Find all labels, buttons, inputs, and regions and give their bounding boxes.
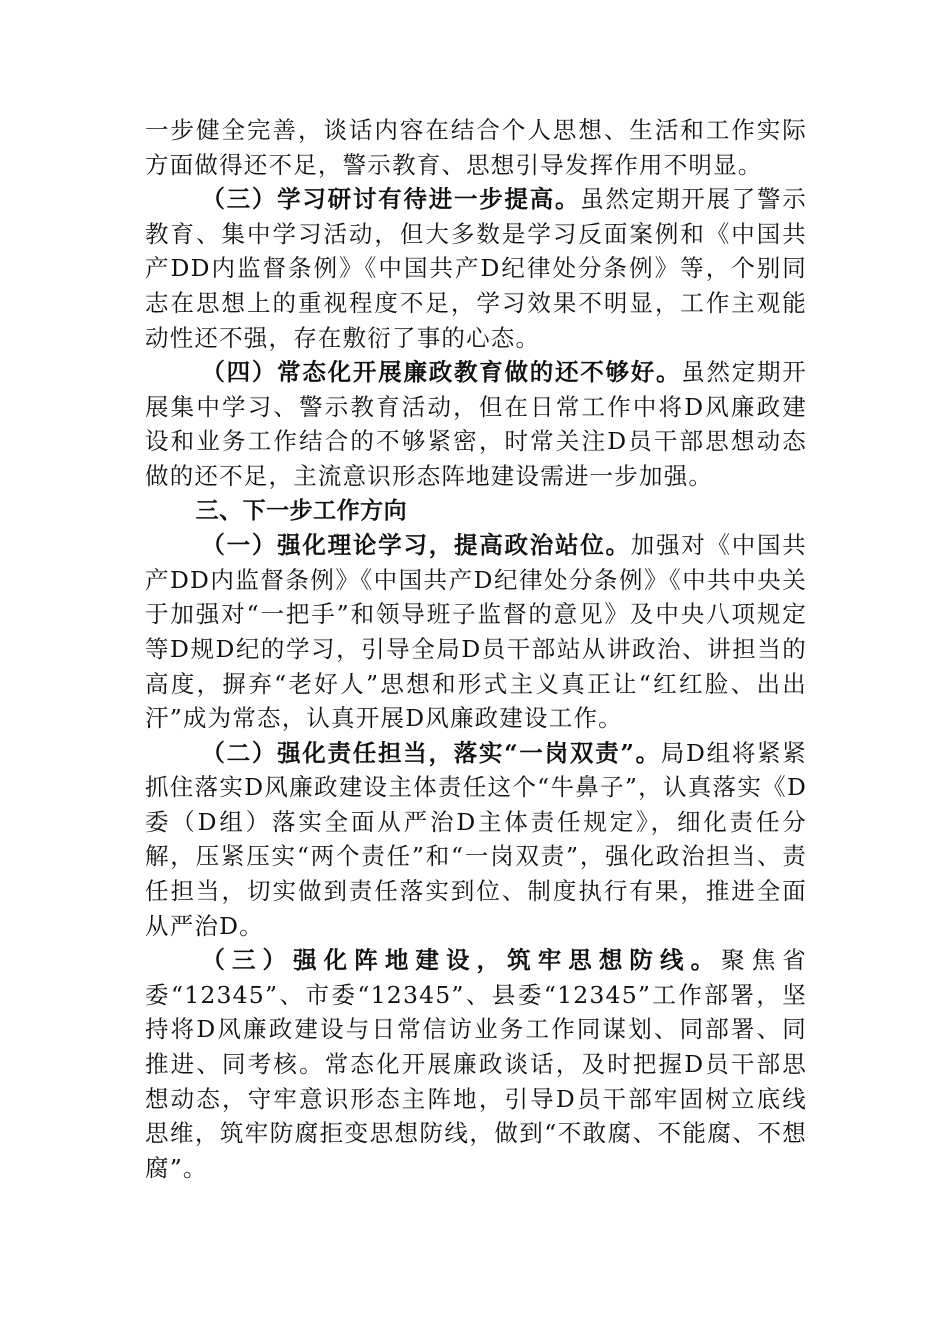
direction-1-lead: （一）强化理论学习，提高政治站位。 bbox=[201, 531, 631, 560]
direction-1-text: 加强对《中国共产DD内监督条例》《中国共产D纪律处分条例》《中共中央关于加强对“一把手”和领导班子监督的意见》及中央八项规定等D规D纪的学习，引导全局D员干部站从讲政治、讲担当的高度，摒弃“老好人”思想和形式主义真正让“红红脸、出出汗”成为常态，认真开展D风廉政建设工作。 bbox=[145, 531, 807, 733]
direction-1-paragraph bbox=[145, 528, 807, 736]
item-4-text: 虽然定期开展集中学习、警示教育活动，但在日常工作中将D风廉政建设和业务工作结合的不够紧密，时常关注D员干部思想动态做的还不足，主流意识形态阵地建设需进一步加强。 bbox=[145, 358, 807, 490]
direction-3-text: 聚焦省委“12345”、市委“12345”、县委“12345”工作部署，坚持将D风廉政建设与日常信访业务工作同谋划、同部署、同推进、同考核。常态化开展廉政谈话，及时把握D员干部思想动态，守牢意识形态主阵地，引导D员干部牢固树立底线思维，筑牢防腐拒变思想防线，做到“不敢腐、不能腐、不想腐”。 bbox=[145, 946, 807, 1182]
direction-3-lead: （三）强化阵地建设，筑牢思想防线。 bbox=[201, 946, 722, 975]
item-3-text: 虽然定期开展了警示教育、集中学习活动，但大多数是学习反面案例和《中国共产DD内监督条例》《中国共产D纪律处分条例》等，个别同志在思想上的重视程度不足，学习效果不明显，工作主观能动性还不强，存在敷衍了事的心态。 bbox=[145, 185, 808, 352]
direction-3-paragraph bbox=[145, 943, 807, 1185]
direction-2-paragraph bbox=[145, 736, 807, 944]
direction-2-lead: （二）强化责任担当，落实“一岗双责”。 bbox=[201, 738, 661, 767]
continuation-paragraph bbox=[145, 113, 807, 182]
item-4-lead: （四）常态化开展廉政教育做的还不够好。 bbox=[201, 358, 682, 387]
document-page bbox=[145, 113, 807, 1185]
continuation-text: 一步健全完善，谈话内容在结合个人思想、生活和工作实际方面做得还不足，警示教育、思想引导发挥作用不明显。 bbox=[145, 116, 807, 179]
item-3-lead: （三）学习研讨有待进一步提高。 bbox=[201, 185, 581, 214]
item-3-paragraph bbox=[145, 182, 807, 355]
section-3-heading: 三、下一步工作方向 bbox=[195, 497, 408, 524]
direction-2-text: 局D组将紧紧抓住落实D风廉政建设主体责任这个“牛鼻子”，认真落实《D委（D组）落实全面从严治D主体责任规定》，细化责任分解，压紧压实“两个责任”和“一岗双责”，强化政治担当、责任担当，切实做到责任落实到位、制度执行有果，推进全面从严治D。 bbox=[145, 738, 807, 940]
item-4-paragraph bbox=[145, 355, 807, 493]
